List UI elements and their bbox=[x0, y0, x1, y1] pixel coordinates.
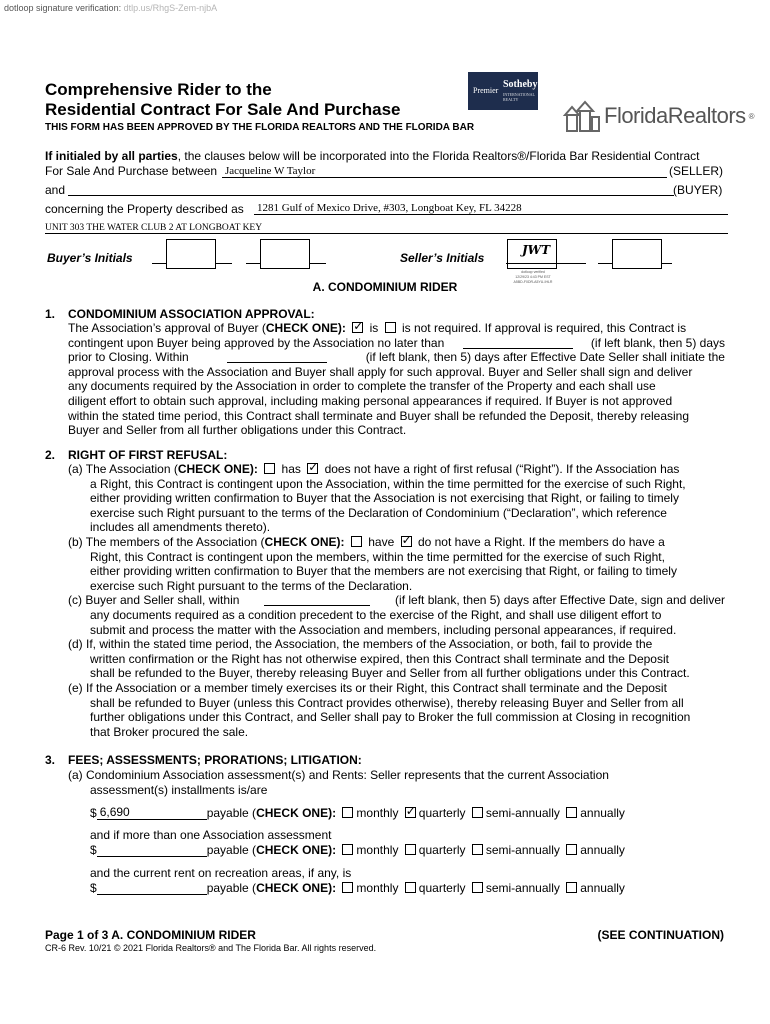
dollar-sign: $ bbox=[90, 843, 97, 857]
annually-label: annually bbox=[580, 881, 625, 895]
s2-text: ): bbox=[249, 462, 258, 476]
s1-line7: within the stated time period, this Contract shall terminate and Buyer shall be refunded the Deposit, thereby releasing bbox=[68, 408, 690, 423]
buyer-initials-label: Buyer’s Initials bbox=[47, 251, 133, 265]
monthly-label: monthly bbox=[356, 843, 399, 857]
payable-end: ): bbox=[328, 843, 337, 857]
s2a-line4: exercise such Right pursuant to the terms of the Declaration of Condominium (“Declaration”, which reference bbox=[90, 505, 667, 520]
annually-label: annually bbox=[580, 843, 625, 857]
dollar-sign: $ bbox=[90, 881, 97, 895]
intro-text2: For Sale And Purchase between bbox=[45, 164, 218, 178]
s1-heading: CONDOMINIUM ASSOCIATION APPROVAL: bbox=[68, 307, 315, 321]
check-one: CHECK ONE bbox=[256, 843, 329, 857]
s1-line4: approval process with the Association and Buyer shall apply for such approval. Buyer and Seller shall sign and deliver bbox=[68, 364, 693, 379]
footer-page-label: Page 1 of 3 A. CONDOMINIUM RIDER bbox=[45, 928, 256, 942]
quarterly-label: quarterly bbox=[418, 806, 466, 820]
sig-meta-2: 12/29/23 4:43 PM EST bbox=[515, 275, 551, 279]
title-line1: Comprehensive Rider to the bbox=[45, 80, 272, 99]
sig-meta-1: dotloop verified bbox=[521, 270, 545, 274]
s2a-line3: either providing written confirmation to Buyer that the Association is not exercising that Right, or failing to timely bbox=[90, 491, 679, 506]
members-no-right-checkbox[interactable] bbox=[401, 536, 412, 547]
buyer-name-field[interactable] bbox=[68, 182, 674, 196]
s2e-line4: that Broker procured the sale. bbox=[90, 724, 249, 739]
payable-end: ): bbox=[328, 881, 337, 895]
assessment-amount-value: 6,690 bbox=[99, 805, 130, 819]
s2c-line2: any documents required as a condition precedent to the exercise of the Right, and shall use diligent effort to bbox=[90, 607, 662, 622]
property-label: concerning the Property described as bbox=[45, 202, 244, 216]
rent-amount-field[interactable] bbox=[97, 882, 207, 895]
check-one: CHECK ONE bbox=[256, 881, 329, 895]
s1-text: The Association’s approval of Buyer ( bbox=[68, 321, 266, 335]
association-has-right-checkbox[interactable] bbox=[264, 463, 275, 474]
s2e-line1: (e) If the Association or a member timely exercises its or their Right, this Contract shall terminate and the Deposit bbox=[68, 680, 667, 695]
s2-text: (if left blank, then 5) days after Effective Date, sign and deliver bbox=[395, 593, 725, 608]
s1-text: (if left blank, then 5) days bbox=[590, 335, 725, 350]
dotloop-label: dotloop signature verification: bbox=[4, 3, 122, 13]
association-no-right-checkbox[interactable] bbox=[307, 463, 318, 474]
s1-line1 bbox=[68, 321, 725, 336]
check-one: CHECK ONE bbox=[177, 462, 250, 476]
s2-text: (a) The Association ( bbox=[68, 462, 178, 476]
seller-initials-label: Seller’s Initials bbox=[400, 251, 485, 265]
monthly-checkbox[interactable] bbox=[342, 807, 353, 818]
s2-text: ): bbox=[336, 534, 345, 549]
fee-row-1 bbox=[90, 806, 625, 820]
s1-text: prior to Closing. Within bbox=[68, 350, 189, 365]
more-than-one-label: and if more than one Association assessment bbox=[90, 828, 332, 842]
has-label: has bbox=[281, 462, 301, 476]
s3-body bbox=[68, 768, 725, 797]
brokerage-logo-sub: INTERNATIONAL REALTY bbox=[503, 92, 535, 102]
houses-icon bbox=[563, 99, 601, 133]
is-not-required-checkbox[interactable] bbox=[385, 322, 396, 333]
approval-notice: THIS FORM HAS BEEN APPROVED BY THE FLORIDA REALTORS AND THE FLORIDA BAR bbox=[45, 122, 475, 133]
payable-end: ): bbox=[328, 806, 337, 820]
quarterly-label: quarterly bbox=[418, 881, 466, 895]
section-a-heading: A. CONDOMINIUM RIDER bbox=[312, 280, 458, 294]
florida-realtors-wordmark: FloridaRealtors bbox=[604, 103, 746, 128]
dotloop-link[interactable]: dtlp.us/RhgS-Zem-njbA bbox=[123, 3, 218, 13]
s1-line5: any documents required by the Association in order to complete the transfer of the Property and each shall use bbox=[68, 379, 656, 394]
intro-line-1 bbox=[45, 149, 699, 163]
annually-checkbox[interactable] bbox=[566, 844, 577, 855]
s2-text: (c) Buyer and Seller shall, within bbox=[68, 593, 240, 608]
property-line2-value: UNIT 303 THE WATER CLUB 2 AT LONGBOAT KEY bbox=[45, 223, 263, 233]
s2-text: (b) The members of the Association ( bbox=[68, 534, 265, 549]
s2c-line1 bbox=[68, 593, 725, 608]
is-not-label: is not required. If approval is required, this Contract is bbox=[401, 321, 687, 335]
s2b-line3: either providing written confirmation to Buyer that the members are not exercising that Right, or failing to timely bbox=[90, 564, 677, 579]
and-label: and bbox=[45, 183, 66, 197]
have-label: have bbox=[368, 534, 395, 549]
seller-label: (SELLER) bbox=[669, 164, 724, 178]
brokerage-logo bbox=[468, 72, 545, 110]
page-title bbox=[45, 80, 445, 120]
s2d-line1: (d) If, within the stated time period, the Association, the members of the Association, or both, fail to provide the bbox=[68, 637, 653, 652]
intro-bold: If initialed by all parties bbox=[45, 149, 178, 163]
brokerage-logo-right: Sotheby's bbox=[503, 79, 545, 90]
seller-initials-box-1[interactable] bbox=[507, 239, 557, 284]
annually-checkbox[interactable] bbox=[566, 807, 577, 818]
s1-line6: diligent effort to obtain such approval, including making personal appearances if required. If Buyer is not approved bbox=[68, 393, 673, 408]
s2-text: does not have a right of first refusal (“Right”). If the Association has bbox=[324, 462, 680, 476]
s1-text: contingent upon Buyer being approved by the Association no later than bbox=[68, 335, 445, 350]
semi-annually-label: semi-annually bbox=[485, 806, 560, 820]
s2-body bbox=[68, 462, 725, 739]
members-have-right-checkbox[interactable] bbox=[351, 536, 362, 547]
s3-number: 3. bbox=[45, 753, 56, 767]
s2-text: do not have a Right. If the members do have a bbox=[417, 534, 665, 549]
seller-name-value: Jacqueline W Taylor bbox=[225, 165, 316, 177]
s1-number: 1. bbox=[45, 307, 56, 321]
approval-deadline-field[interactable] bbox=[463, 336, 573, 349]
semi-annually-checkbox[interactable] bbox=[472, 844, 483, 855]
payable-label: payable ( bbox=[206, 843, 257, 857]
is-label: is bbox=[369, 321, 379, 335]
registered-mark: ® bbox=[748, 111, 755, 121]
is-required-checkbox[interactable] bbox=[352, 322, 363, 333]
intro-line-2 bbox=[45, 164, 217, 178]
check-one: CHECK ONE bbox=[265, 321, 338, 335]
quarterly-checkbox[interactable] bbox=[405, 882, 416, 893]
s3-heading: FEES; ASSESSMENTS; PRORATIONS; LITIGATION: bbox=[68, 753, 362, 767]
check-one: CHECK ONE bbox=[256, 806, 329, 820]
monthly-label: monthly bbox=[356, 881, 399, 895]
initiate-days-field[interactable] bbox=[227, 350, 327, 363]
monthly-label: monthly bbox=[356, 806, 399, 820]
seller-name-field[interactable] bbox=[222, 164, 667, 178]
brokerage-logo-left: Premier bbox=[473, 86, 499, 95]
s2b-line1 bbox=[68, 535, 725, 550]
s3a-line2: assessment(s) installments is/are bbox=[90, 782, 268, 797]
seller-initials-box-2[interactable] bbox=[612, 239, 662, 269]
buyer-label: (BUYER) bbox=[673, 183, 723, 197]
s1-body bbox=[68, 321, 725, 438]
dollar-sign: $ bbox=[90, 806, 97, 820]
current-rent-label: and the current rent on recreation areas, if any, is bbox=[90, 866, 352, 880]
property-value: 1281 Gulf of Mexico Drive, #303, Longboat Key, FL 34228 bbox=[257, 202, 522, 214]
quarterly-checkbox[interactable] bbox=[405, 844, 416, 855]
s3a-line1: (a) Condominium Association assessment(s) and Rents: Seller represents that the current Association bbox=[68, 768, 609, 782]
property-field-line2[interactable] bbox=[45, 219, 728, 234]
florida-realtors-logo bbox=[563, 98, 755, 134]
fee-row-2 bbox=[90, 843, 625, 857]
s2-heading: RIGHT OF FIRST REFUSAL: bbox=[68, 448, 228, 462]
annually-label: annually bbox=[580, 806, 625, 820]
quarterly-checkbox[interactable] bbox=[405, 807, 416, 818]
assessment-amount-field[interactable] bbox=[97, 807, 207, 820]
monthly-checkbox[interactable] bbox=[342, 882, 353, 893]
s2b-line4: exercise such Right pursuant to the terms of the Declaration. bbox=[90, 578, 413, 593]
s2c-line3: submit and process the matter with the Association and members, including personal appearances, if required. bbox=[90, 622, 677, 637]
s2b-line2: Right, this Contract is contingent upon the members, within the time permitted for the exercise of such Right, bbox=[90, 549, 665, 564]
semi-annually-checkbox[interactable] bbox=[472, 807, 483, 818]
footer-continuation: (SEE CONTINUATION) bbox=[597, 928, 724, 942]
title-line2: Residential Contract For Sale And Purchase bbox=[45, 100, 401, 119]
s2e-line3: further obligations under this Contract, and Seller shall pay to Broker the full commission at Closing in recognition bbox=[90, 710, 691, 725]
s2d-line3: shall be refunded to the Buyer, thereby releasing Buyer and Seller from all further obligations under this Contract. bbox=[90, 666, 690, 681]
s1-line8: Buyer and Seller from all further obligations under this Contract. bbox=[68, 423, 407, 438]
s2-number: 2. bbox=[45, 448, 56, 462]
semi-annually-label: semi-annually bbox=[485, 881, 560, 895]
fee-row-3 bbox=[90, 881, 625, 895]
check-one: CHECK ONE bbox=[264, 534, 337, 549]
seller-initials-signature: JWT bbox=[522, 243, 551, 257]
buyer-initials-box-2[interactable] bbox=[260, 239, 310, 269]
semi-annually-checkbox[interactable] bbox=[472, 882, 483, 893]
s2e-line2: shall be refunded to Buyer (unless this Contract provides otherwise), thereby releasing Buyer and Seller from all bbox=[90, 695, 684, 710]
payable-label: payable ( bbox=[206, 881, 257, 895]
payable-label: payable ( bbox=[206, 806, 257, 820]
refusal-days-field[interactable] bbox=[264, 593, 370, 606]
semi-annually-label: semi-annually bbox=[485, 843, 560, 857]
monthly-checkbox[interactable] bbox=[342, 844, 353, 855]
dotloop-verification bbox=[4, 3, 217, 13]
s1-text: (if left blank, then 5) days after Effective Date Seller shall initiate the bbox=[365, 350, 725, 365]
s2a-line1 bbox=[68, 462, 725, 477]
s2a-line5: includes all amendments thereto). bbox=[90, 520, 271, 535]
quarterly-label: quarterly bbox=[418, 843, 466, 857]
s1-line2 bbox=[68, 336, 725, 351]
footer-copyright: CR-6 Rev. 10/21 © 2021 Florida Realtors® and The Florida Bar. All rights reserved. bbox=[45, 943, 377, 953]
property-field[interactable] bbox=[254, 200, 728, 215]
s2d-line2: written confirmation or the Right has not otherwise expired, then this Contract shall terminate and the Deposit bbox=[90, 651, 669, 666]
second-assessment-field[interactable] bbox=[97, 844, 207, 857]
s1-line3 bbox=[68, 350, 725, 365]
sig-meta-3: A5BD-F0DR-A5YU-IHLR bbox=[513, 280, 553, 284]
buyer-initials-box-1[interactable] bbox=[166, 239, 216, 269]
s2a-line2: a Right, this Contract is contingent upon the Association, within the time permitted for the exercise of such Right, bbox=[90, 476, 686, 491]
annually-checkbox[interactable] bbox=[566, 882, 577, 893]
intro-text1: , the clauses below will be incorporated into the Florida Realtors®/Florida Bar Residential Contract bbox=[177, 149, 700, 163]
s1-text: ): bbox=[337, 321, 346, 335]
